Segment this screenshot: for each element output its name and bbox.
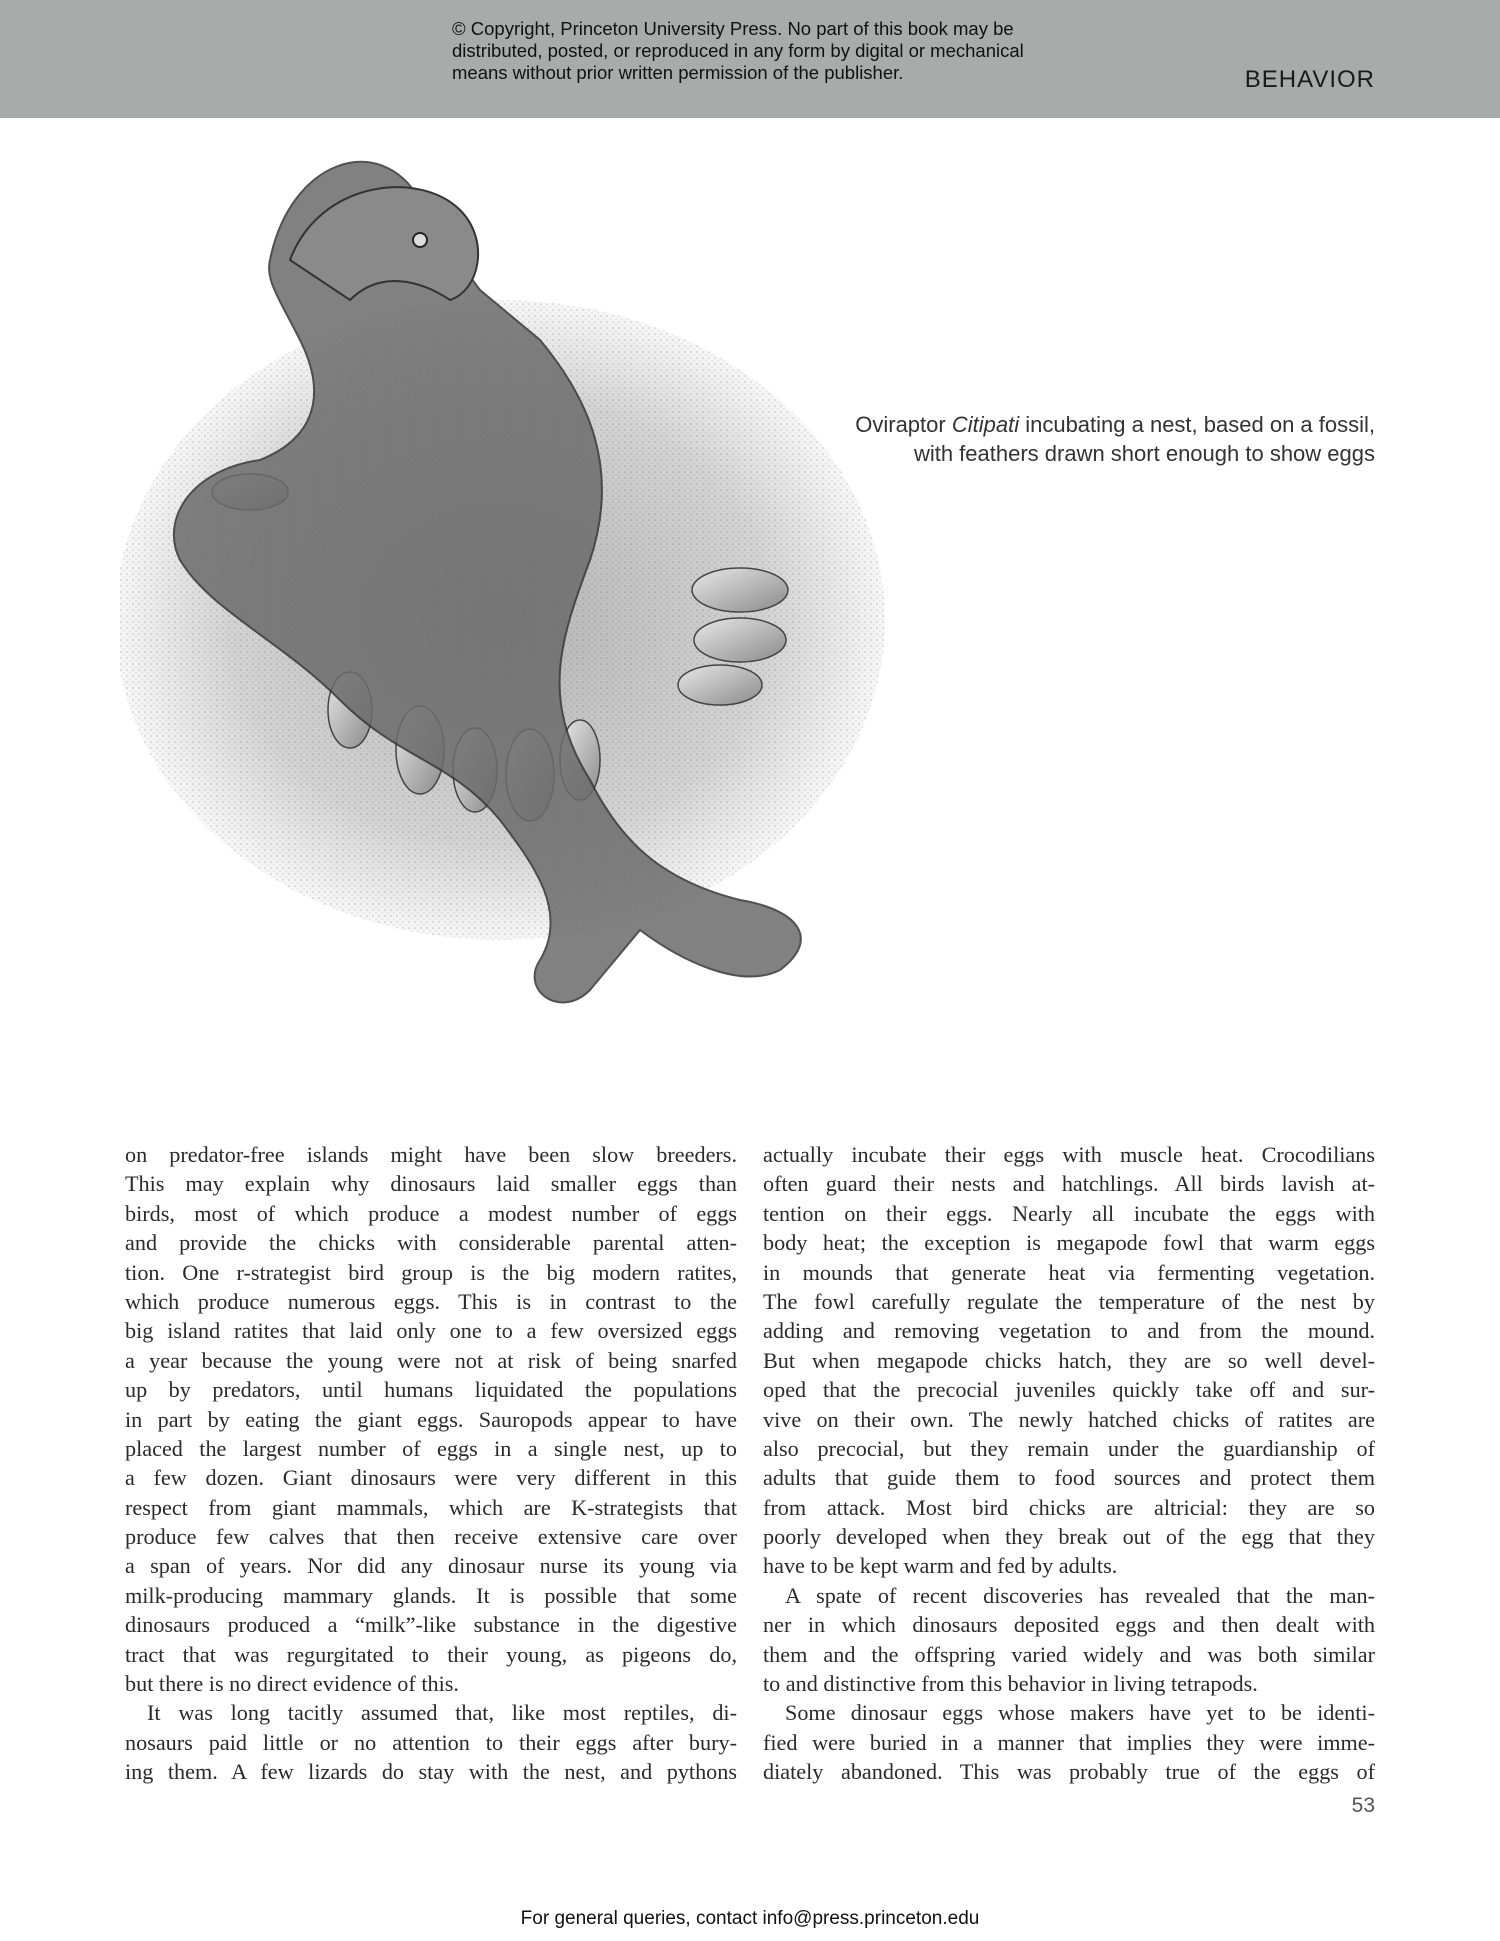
text-line: in mounds that generate heat via fermenting vegetation. xyxy=(763,1259,1375,1285)
copyright-line: distributed, posted, or reproduced in any form by digital or mechanical xyxy=(452,40,1024,61)
text-line: but there is no direct evidence of this. xyxy=(125,1671,459,1697)
text-line: and provide the chicks with considerable parental atten- xyxy=(125,1230,737,1256)
copyright-line: means without prior written permission of the publisher. xyxy=(452,62,904,83)
text-line: nosaurs paid little or no attention to their eggs after bury- xyxy=(125,1729,737,1755)
text-line: a few dozen. Giant dinosaurs were very different in this xyxy=(125,1465,737,1491)
body-column-left xyxy=(125,1140,737,1787)
text-line: ner in which dinosaurs deposited eggs and then dealt with xyxy=(763,1612,1375,1638)
text-line: body heat; the exception is megapode fowl that warm eggs xyxy=(763,1230,1375,1256)
eye xyxy=(413,233,427,247)
text-line: big island ratites that laid only one to a few oversized eggs xyxy=(125,1318,737,1344)
text-line: A spate of recent discoveries has revealed that the man- xyxy=(785,1582,1375,1608)
text-line: poorly developed when they break out of the egg that they xyxy=(763,1524,1375,1550)
text-line: up by predators, until humans liquidated the populations xyxy=(125,1377,737,1403)
text-line: to and distinctive from this behavior in living tetrapods. xyxy=(763,1671,1258,1697)
caption-line: with feathers drawn short enough to show eggs xyxy=(913,441,1375,466)
section-title: BEHAVIOR xyxy=(1244,66,1375,93)
text-line: a span of years. Nor did any dinosaur nurse its young via xyxy=(125,1553,737,1579)
text-line: dinosaurs produced a “milk”-like substance in the digestive xyxy=(125,1612,737,1638)
caption-text: incubating a nest, based on a fossil, xyxy=(1019,412,1375,437)
figure-caption xyxy=(855,410,1375,468)
copyright-banner xyxy=(0,0,1500,118)
text-line: tention on their eggs. Nearly all incubate the eggs with xyxy=(763,1200,1375,1226)
footer-contact: For general queries, contact info@press.princeton.edu xyxy=(520,1908,980,1929)
text-line: vive on their own. The newly hatched chicks of ratites are xyxy=(763,1406,1375,1432)
text-line: which produce numerous eggs. This is in contrast to the xyxy=(125,1288,737,1314)
text-line: ing them. A few lizards do stay with the nest, and pythons xyxy=(125,1759,737,1785)
text-line: tion. One r-strategist bird group is the big modern ratites, xyxy=(125,1259,737,1285)
page-number: 53 xyxy=(1351,1794,1375,1817)
body-column-right xyxy=(763,1140,1375,1787)
text-line: often guard their nests and hatchlings. All birds lavish at- xyxy=(763,1171,1375,1197)
oviraptor-illustration xyxy=(120,140,1000,1100)
text-line: tract that was regurgitated to their young, as pigeons do, xyxy=(125,1641,737,1667)
text-line: But when megapode chicks hatch, they are so well devel- xyxy=(763,1347,1375,1373)
text-line: fied were buried in a manner that implies they were imme- xyxy=(763,1729,1375,1755)
text-line: produce few calves that then receive extensive care over xyxy=(125,1524,737,1550)
text-line: This may explain why dinosaurs laid smaller eggs than xyxy=(125,1171,737,1197)
text-line: placed the largest number of eggs in a single nest, up to xyxy=(125,1435,737,1461)
text-line: The fowl carefully regulate the temperature of the nest by xyxy=(763,1288,1375,1314)
text-line: adding and removing vegetation to and from the mound. xyxy=(763,1318,1375,1344)
text-line: milk-producing mammary glands. It is possible that some xyxy=(125,1582,737,1608)
text-line: in part by eating the giant eggs. Sauropods appear to have xyxy=(125,1406,737,1432)
text-line: on predator-free islands might have been slow breeders. xyxy=(125,1142,737,1167)
text-line: actually incubate their eggs with muscle heat. Crocodilians xyxy=(763,1142,1375,1167)
copyright-line: © Copyright, Princeton University Press. No part of this book may be xyxy=(452,18,1014,39)
text-line: oped that the precocial juveniles quickly take off and sur- xyxy=(763,1377,1375,1403)
text-line: from attack. Most bird chicks are altricial: they are so xyxy=(763,1494,1375,1520)
text-line: a year because the young were not at risk of being snarfed xyxy=(125,1347,737,1373)
text-line: respect from giant mammals, which are K-strategists that xyxy=(125,1494,737,1520)
text-line: also precocial, but they remain under the guardianship of xyxy=(763,1435,1375,1461)
text-line: adults that guide them to food sources and protect them xyxy=(763,1465,1375,1491)
text-line: It was long tacitly assumed that, like most reptiles, di- xyxy=(147,1700,737,1726)
text-line: diately abandoned. This was probably true of the eggs of xyxy=(763,1759,1375,1785)
text-line: them and the offspring varied widely and was both similar xyxy=(763,1641,1375,1667)
text-line: Some dinosaur eggs whose makers have yet to be identi- xyxy=(785,1700,1375,1726)
caption-genus: Citipati xyxy=(951,412,1020,437)
copyright-notice xyxy=(452,18,1024,84)
text-line: have to be kept warm and fed by adults. xyxy=(763,1553,1118,1579)
text-line: birds, most of which produce a modest number of eggs xyxy=(125,1200,737,1226)
caption-text: Oviraptor xyxy=(855,412,952,437)
